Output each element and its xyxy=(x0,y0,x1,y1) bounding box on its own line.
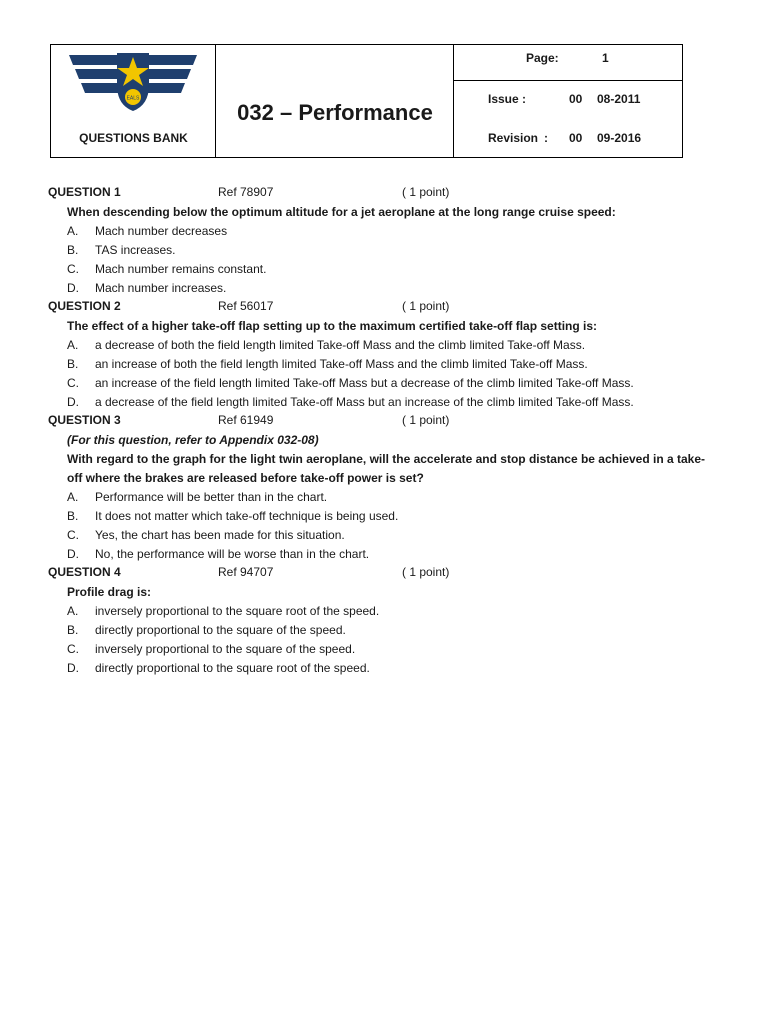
option-text: directly proportional to the square of the speed. xyxy=(95,623,346,637)
question-block xyxy=(48,184,718,298)
option-text: inversely proportional to the square root of the speed. xyxy=(95,604,380,618)
option-letter: D. xyxy=(67,395,79,409)
question-number: QUESTION 2 xyxy=(48,299,121,313)
question-stem: Profile drag is: xyxy=(67,585,152,599)
questions-bank-label: QUESTIONS BANK xyxy=(79,131,188,145)
revision-label: Revision xyxy=(488,131,539,145)
answer-option xyxy=(48,659,718,678)
issue-label: Issue : xyxy=(488,92,527,106)
answer-option xyxy=(48,279,718,298)
option-letter: C. xyxy=(67,376,79,390)
question-header xyxy=(48,298,718,317)
page-number: 1 xyxy=(602,51,609,65)
option-text: directly proportional to the square root of the speed. xyxy=(95,661,370,675)
option-letter: C. xyxy=(67,642,79,656)
revision-date: 09-2016 xyxy=(597,131,642,145)
option-letter: B. xyxy=(67,357,79,371)
option-text: a decrease of both the field length limited Take-off Mass and the climb limited Take-off Mass. xyxy=(95,338,586,352)
option-text: Yes, the chart has been made for this situation. xyxy=(95,528,345,542)
question-stem: When descending below the optimum altitude for a jet aeroplane at the long range cruise speed: xyxy=(67,205,616,219)
question-header xyxy=(48,184,718,203)
answer-option xyxy=(48,621,718,640)
answer-option xyxy=(48,336,718,355)
option-letter: B. xyxy=(67,623,79,637)
document-header xyxy=(50,44,683,158)
option-text: a decrease of the field length limited Take-off Mass but an increase of the climb limited Take-off Mass. xyxy=(95,395,634,409)
option-letter: A. xyxy=(67,224,79,238)
question-ref: Ref 61949 xyxy=(218,413,274,427)
page-row xyxy=(454,45,682,81)
option-text: Performance will be better than in the chart. xyxy=(95,490,328,504)
school-wings-logo xyxy=(67,53,199,111)
option-letter: D. xyxy=(67,281,79,295)
issue-number: 00 xyxy=(569,92,583,106)
option-text: an increase of the field length limited Take-off Mass but a decrease of the climb limited Take-off Mass. xyxy=(95,376,634,390)
question-block xyxy=(48,298,718,412)
option-letter: D. xyxy=(67,661,79,675)
answer-option xyxy=(48,222,718,241)
answer-option xyxy=(48,640,718,659)
option-text: TAS increases. xyxy=(95,243,176,257)
question-ref: Ref 56017 xyxy=(218,299,274,313)
option-letter: B. xyxy=(67,243,79,257)
question-list xyxy=(48,184,718,678)
option-letter: C. xyxy=(67,262,79,276)
option-letter: A. xyxy=(67,490,79,504)
issue-date: 08-2011 xyxy=(597,92,641,106)
answer-option xyxy=(48,602,718,621)
question-block xyxy=(48,564,718,678)
question-ref: Ref 94707 xyxy=(218,565,274,579)
question-header xyxy=(48,564,718,583)
question-header xyxy=(48,412,718,431)
question-number: QUESTION 3 xyxy=(48,413,121,427)
appendix-note: (For this question, refer to Appendix 032-08) xyxy=(67,433,319,447)
title-cell xyxy=(216,45,454,157)
answer-option xyxy=(48,526,718,545)
option-text: Mach number increases. xyxy=(95,281,227,295)
revision-separator: : xyxy=(544,131,548,145)
question-points: ( 1 point) xyxy=(402,299,450,313)
option-letter: A. xyxy=(67,338,79,352)
option-text: Mach number remains constant. xyxy=(95,262,267,276)
question-stem: The effect of a higher take-off flap setting up to the maximum certified take-off flap setting is: xyxy=(67,319,598,333)
option-text: inversely proportional to the square of the speed. xyxy=(95,642,356,656)
logo-lettering: EALS xyxy=(126,95,140,102)
logo-cell xyxy=(51,45,216,157)
option-letter: C. xyxy=(67,528,79,542)
option-letter: B. xyxy=(67,509,79,523)
answer-option xyxy=(48,374,718,393)
page-label: Page: xyxy=(526,51,559,65)
question-points: ( 1 point) xyxy=(402,413,450,427)
option-letter: D. xyxy=(67,547,79,561)
question-points: ( 1 point) xyxy=(402,185,450,199)
revision-number: 00 xyxy=(569,131,583,145)
option-text: an increase of both the field length limited Take-off Mass and the climb limited Take-off Mass. xyxy=(95,357,588,371)
answer-option xyxy=(48,488,718,507)
question-ref: Ref 78907 xyxy=(218,185,274,199)
option-text: It does not matter which take-off technique is being used. xyxy=(95,509,399,523)
answer-option xyxy=(48,355,718,374)
option-text: No, the performance will be worse than in the chart. xyxy=(95,547,370,561)
answer-option xyxy=(48,393,718,412)
question-number: QUESTION 1 xyxy=(48,185,121,199)
answer-option xyxy=(48,260,718,279)
answer-option xyxy=(48,545,718,564)
question-block xyxy=(48,412,718,564)
answer-option xyxy=(48,241,718,260)
option-letter: A. xyxy=(67,604,79,618)
answer-option xyxy=(48,507,718,526)
question-stem: With regard to the graph for the light twin aeroplane, will the accelerate and stop distance be achieved in a take-off where the brakes are released before take-off power is set? xyxy=(67,452,706,485)
question-points: ( 1 point) xyxy=(402,565,450,579)
meta-cell xyxy=(454,45,682,157)
document-title: 032 – Performance xyxy=(237,100,433,125)
question-number: QUESTION 4 xyxy=(48,565,121,579)
option-text: Mach number decreases xyxy=(95,224,228,238)
